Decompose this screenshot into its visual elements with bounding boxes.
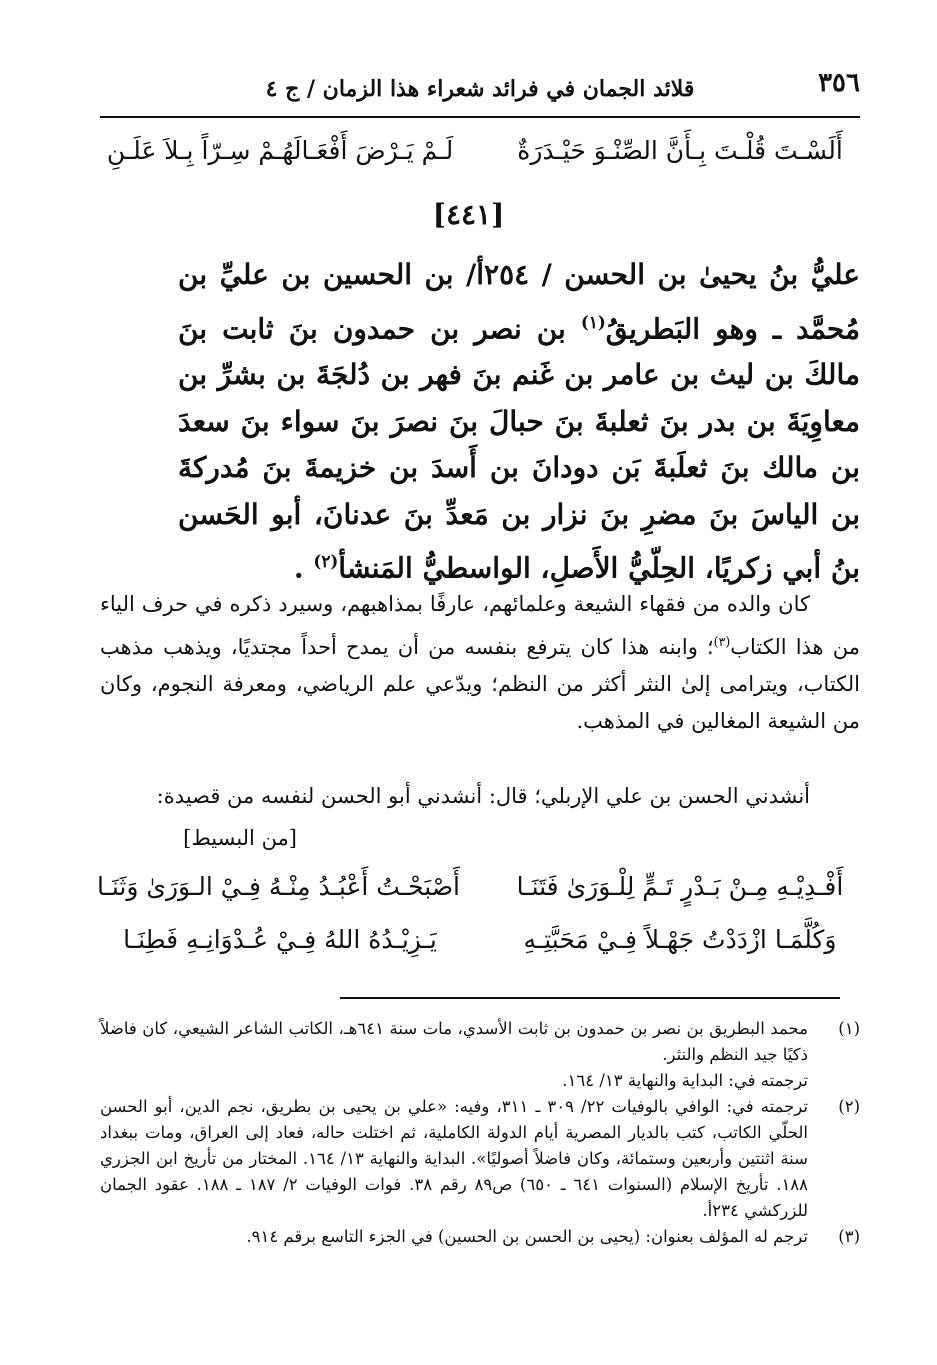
footnote-ref-1[interactable]: (١) [580, 311, 606, 332]
paragraph-1 [100, 586, 860, 740]
poem-verse-1 [96, 872, 860, 918]
verse-second-hemistich: لَـمْ يَـرْضَ أَفْعَـالَهُـمْ سِـرّاً بِـلاَ عَلَـنِ [106, 136, 454, 165]
bio-part-1: عليُّ بنُ يحيىٰ بن الحسن / ٢٥٤أ/ بن الحسين بن عليِّ بن مُحمَّد ـ وهو البَطريقُ [178, 258, 860, 345]
poem-verse-2-second: يَـزِيْـدُهُ اللهُ فِـيْ عُـدْوَانِـهِ فَطِنَـا [123, 925, 437, 954]
footnote-3 [100, 1224, 860, 1250]
bio-end: . [293, 551, 314, 585]
poem-verse-1-second: أَصْبَحْـتُ أَعْبُـدُ مِنْـهُ فِـيْ الـوَرَىٰ وَثَنَـا [96, 872, 460, 901]
verse-first-hemistich: أَلَسْـتَ قُلْـتَ بِـأَنَّ الصِّنْـوَ حَيْـدَرَةٌ [517, 136, 843, 165]
poem-verse-2 [100, 925, 860, 971]
footnote-1-text: محمد البطريق بن نصر بن حمدون بن ثابت الأسدي، مات سنة ٦٤١هـ، الكاتب الشاعر الشيعي، كان فاضلاً ذكيًا جيد النظم والنثر. [100, 1019, 808, 1064]
poem-verse-1-first: أَفْـدِيْـهِ مِـنْ بَـدْرٍ تَـمٍّ لِلْـوَرَىٰ فَتَنَـا [516, 872, 844, 901]
page-header [100, 62, 860, 118]
bio-part-2: بن نصر بن حمدون بنَ ثابت بنَ مالكَ بن ليث بن عامر بن غَنم بنَ فهر بن دُلجَةَ بن بشرِّ بن معاوِيَةَ بن بدر بنَ ثعلبةَ بنَ حبالَ بنَ نصرَ بنَ سواء بنَ سعدَ بن مالك بنَ ثعلَبةَ بَن دودانَ بن أَسدَ بن خزيمةَ بنَ مُدركةَ بن الياسَ بنَ مضرِ بنَ نزار بن مَعدِّ بنَ عدنانَ، أبو الحَسن بنُ أبي زكريًا، الحِلّيُّ الأَصلِ، الواسطيُّ المَنشأ [178, 311, 860, 585]
footnote-ref-3[interactable]: (٣) [713, 634, 731, 649]
entry-number: [٤٤١] [432, 198, 505, 231]
footnote-ref-2[interactable]: (٢) [313, 551, 339, 572]
entry-biography [178, 252, 860, 592]
footnote-divider [340, 997, 840, 999]
footnote-3-text: ترجم له المؤلف بعنوان: (يحيى بن الحسن بن الحسين) في الجزء التاسع برقم ٩١٤. [246, 1227, 808, 1246]
paragraph-1-body [100, 586, 860, 740]
footnote-2 [100, 1094, 860, 1224]
running-title: قلائد الجمان في فرائد شعراء هذا الزمان / ج ٤ [265, 76, 695, 102]
top-verse [100, 136, 860, 182]
footnote-2-text: ترجمته في: الوافي بالوفيات ٢٢/ ٣٠٩ ـ ٣١١، وفيه: «علي بن يحيى بن بطريق، نجم الدين، أبو الحسن الحلّي الكاتب، كتب بالديار المصرية أيام الدولة الكاملية، ثم اختلت حاله، فعاد إلى العراق، ومات ببغداد سنة اثنتين وأربعين وستمائة، وكان فاضلاً أصوليًا». البداية والنهاية ١٣/ ١٦٤. المختار من تأريخ ابن الجزري ١٨٨. تأريخ الإسلام (السنوات ٦٤١ ـ ٦٥٠) ص٨٩ رقم ٣٨. فوات الوفيات ٢/ ١٨٧ ـ ١٨٨. عقود الجمان للزركشي ٢٣٤أ. [100, 1097, 809, 1220]
footnote-2-marker: (٢) [838, 1097, 860, 1116]
paragraph-1-text-b: ؛ وابنه هذا كان يترفع بنفسه من أن يمدح أحداً مجتديًا، ويذهب مذهب الكتاب، ويترامى إلىٰ النثر أكثر من النظم؛ ويدّعي علم الرياضي، ومعرفة النجوم، وكان من الشيعة المغالين في المذهب. [100, 635, 860, 733]
paragraph-2: أنشدني الحسن بن علي الإربلي؛ قال: أنشدني أبو الحسن لنفسه من قصيدة: [156, 784, 810, 808]
footnotes [100, 1016, 860, 1250]
footnote-1-sub: ترجمته في: البداية والنهاية ١٣/ ١٦٤. [562, 1071, 808, 1090]
footnote-1 [100, 1016, 860, 1094]
poem-verse-2-first: وَكُلَّمَـا ازْدَدْتُ جَهْـلاً فِـيْ مَحَبَّتِـهِ [523, 925, 837, 954]
footnote-1-marker: (١) [838, 1019, 860, 1038]
page-number: ٣٥٦ [818, 68, 860, 98]
footnote-3-marker: (٣) [838, 1227, 860, 1246]
meter-label: [من البسيط] [183, 826, 297, 850]
paragraph-1-text-a: كان والده من فقهاء الشيعة وعلمائهم، عارفًا بمذاهبهم، وسيرد ذكره في حرف الياء من هذا الكتاب [100, 592, 860, 659]
